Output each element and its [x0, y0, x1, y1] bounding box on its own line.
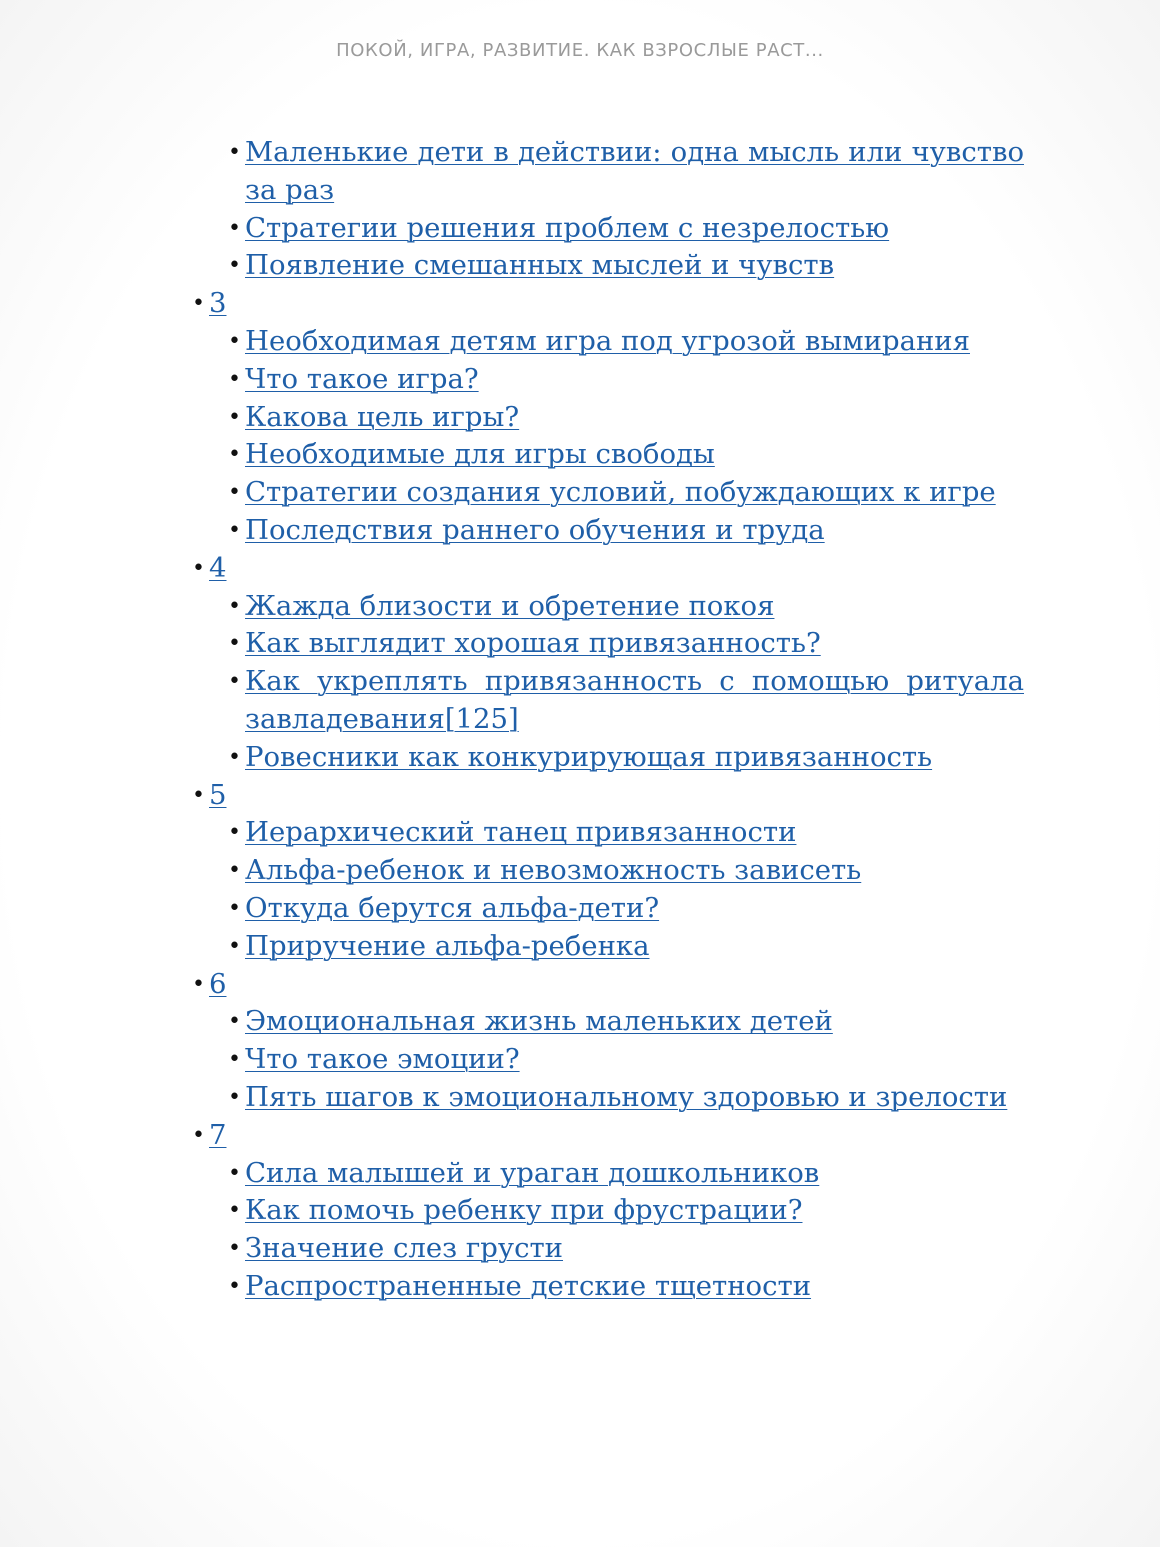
toc-link[interactable]: Приручение альфа-ребенка [245, 929, 650, 962]
toc-link[interactable]: Необходимые для игры свободы [245, 438, 715, 471]
toc-link[interactable]: Маленькие дети в действии: одна мысль или чувство за раз [245, 136, 1024, 206]
toc-link[interactable]: Откуда берутся альфа-дети? [245, 891, 660, 924]
toc-section-item [190, 1230, 1024, 1268]
toc-section-item [190, 588, 1024, 626]
toc-link[interactable]: Стратегии решения проблем с незрелостью [245, 211, 890, 244]
toc-link[interactable]: Значение слез грусти [245, 1232, 564, 1265]
toc-section-item [190, 247, 1024, 285]
toc-section-item [190, 323, 1024, 361]
toc-link[interactable]: Ровесники как конкурирующая привязанность [245, 740, 933, 773]
toc-link[interactable]: Иерархический танец привязанности [245, 816, 797, 849]
toc-link[interactable]: Жажда близости и обретение покоя [245, 589, 775, 622]
toc-section-item [190, 814, 1024, 852]
toc-section-item [190, 512, 1024, 550]
toc-section-item [190, 361, 1024, 399]
table-of-contents [190, 134, 1024, 1306]
toc-link[interactable]: Эмоциональная жизнь маленьких детей [245, 1005, 833, 1038]
toc-chapter-link[interactable]: 5 [209, 778, 227, 811]
toc-section-item [190, 852, 1024, 890]
toc-link[interactable]: Стратегии создания условий, побуждающих к игре [245, 476, 996, 509]
toc-link[interactable]: Как укреплять привязанность с помощью ритуала завладевания[125] [245, 665, 1024, 735]
toc-section-item [190, 1041, 1024, 1079]
toc-section-item [190, 890, 1024, 928]
book-title-header: ПОКОЙ, ИГРА, РАЗВИТИЕ. КАК ВЗРОСЛЫЕ РАСТ... [336, 40, 824, 61]
toc-section-item [190, 1155, 1024, 1193]
toc-chapter-link[interactable]: 4 [209, 551, 227, 584]
toc-section-item [190, 1003, 1024, 1041]
toc-section-item [190, 474, 1024, 512]
toc-section-item [190, 928, 1024, 966]
toc-section-item [190, 399, 1024, 437]
toc-link[interactable]: Необходимая детям игра под угрозой вымирания [245, 324, 970, 357]
toc-section-item [190, 210, 1024, 248]
toc-section-item [190, 1079, 1024, 1117]
toc-chapter-item [190, 550, 1024, 588]
toc-chapter-item [190, 966, 1024, 1004]
toc-chapter-link[interactable]: 6 [209, 967, 227, 1000]
toc-link[interactable]: Сила малышей и ураган дошкольников [245, 1156, 820, 1189]
toc-chapter-link[interactable]: 3 [209, 287, 227, 320]
toc-link[interactable]: Как помочь ребенку при фрустрации? [245, 1194, 803, 1227]
toc-section-item [190, 739, 1024, 777]
toc-link[interactable]: Как выглядит хорошая привязанность? [245, 627, 821, 660]
toc-section-item [190, 663, 1024, 739]
toc-link[interactable]: Альфа-ребенок и невозможность зависеть [245, 854, 862, 887]
toc-link[interactable]: Что такое эмоции? [245, 1043, 520, 1076]
toc-chapter-item [190, 285, 1024, 323]
toc-chapter-link[interactable]: 7 [209, 1118, 227, 1151]
toc-link[interactable]: Распространенные детские тщетности [245, 1269, 812, 1302]
toc-section-item [190, 625, 1024, 663]
toc-link[interactable]: Появление смешанных мыслей и чувств [245, 249, 835, 282]
toc-link[interactable]: Какова цель игры? [245, 400, 520, 433]
toc-link[interactable]: Пять шагов к эмоциональному здоровью и зрелости [245, 1080, 1008, 1113]
toc-link[interactable]: Что такое игра? [245, 362, 479, 395]
toc-link[interactable]: Последствия раннего обучения и труда [245, 513, 825, 546]
toc-section-item [190, 134, 1024, 210]
toc-section-item [190, 436, 1024, 474]
toc-chapter-item [190, 1117, 1024, 1155]
toc-chapter-item [190, 777, 1024, 815]
toc-section-item [190, 1268, 1024, 1306]
toc-section-item [190, 1192, 1024, 1230]
